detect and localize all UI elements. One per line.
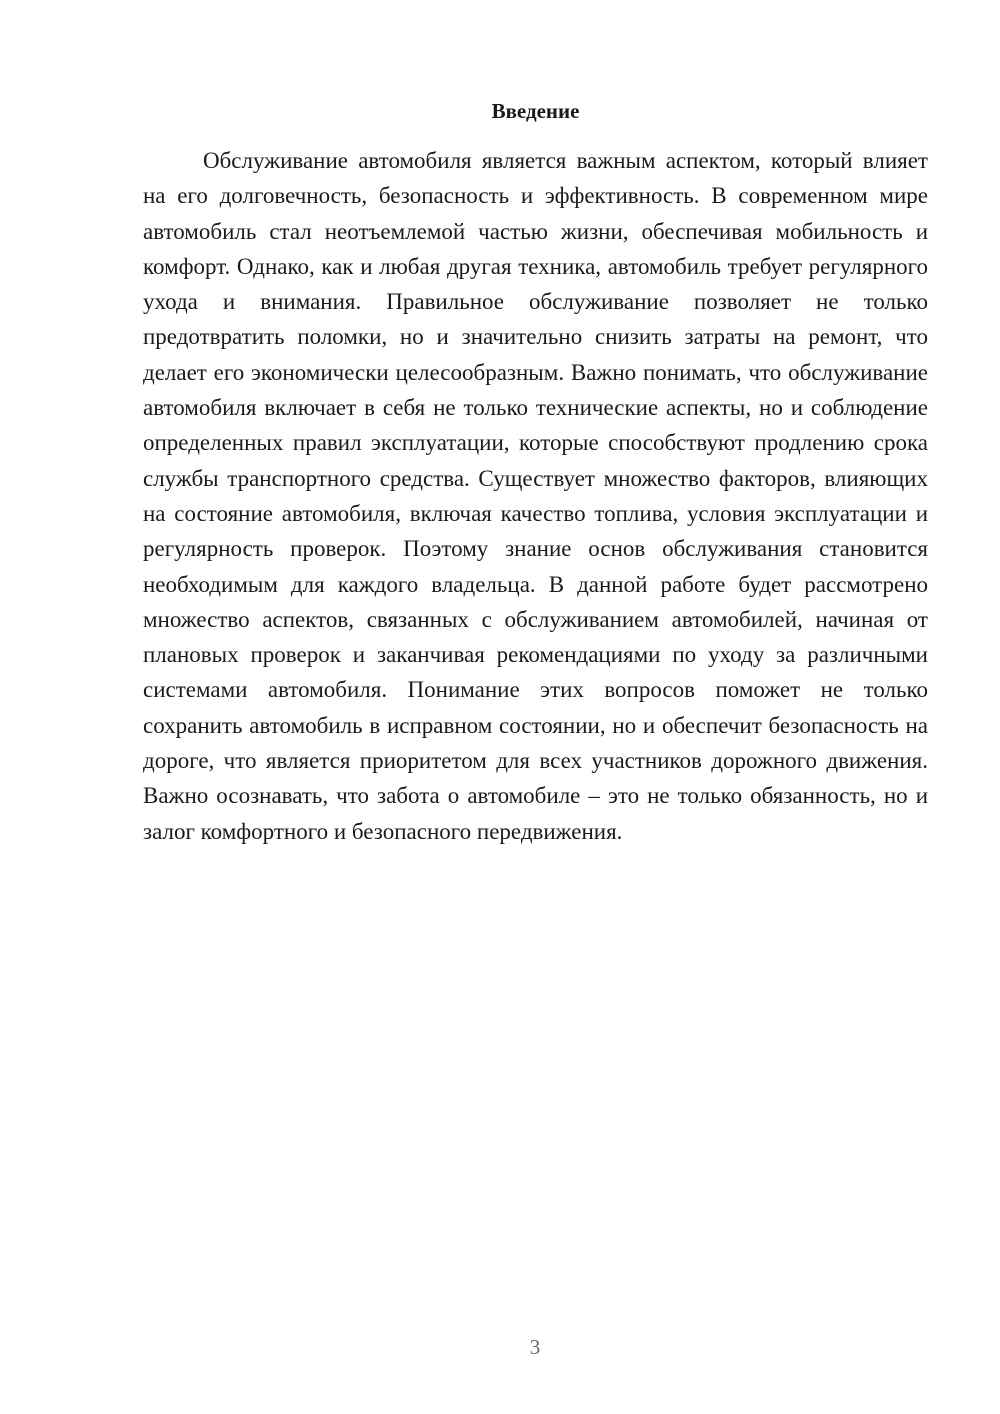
page-number: 3 [529,1335,541,1359]
section-title: Введение [491,99,580,123]
body-paragraph: Обслуживание автомобиля является важным аспектом, который влияет на его долговечность, безопасность и эффективность. В современном мире автомобиль стал неотъемлемой частью жизни, обеспечивая мобильность и комфорт. Однако, как и любая другая техника, автомобиль требует регулярного ухода и внимания. Правильное обслуживание позволяет не только предотвратить поломки, но и значительно снизить затраты на ремонт, что делает его экономически целесообразным. Важно понимать, что обслуживание автомобиля включает в себя не только технические аспекты, но и соблюдение определенных правил эксплуатации, которые способствуют продлению срока службы транспортного средства. Существует множество факторов, влияющих на состояние автомобиля, включая качество топлива, условия эксплуатации и регулярность проверок. Поэтому знание основ обслуживания становится необходимым для каждого владельца. В данной работе будет рассмотрено множество аспектов, связанных с обслуживанием автомобилей, начиная от плановых проверок и заканчивая рекомендациями по уходу за различными системами автомобиля. Понимание этих вопросов поможет не только сохранить автомобиль в исправном состоянии, но и обеспечит безопасность на дороге, что является приоритетом для всех участников дорожного движения. Важно осознавать, что забота о автомобиле – это не только обязанность, но и залог комфортного и безопасного передвижения. [143,148,928,844]
